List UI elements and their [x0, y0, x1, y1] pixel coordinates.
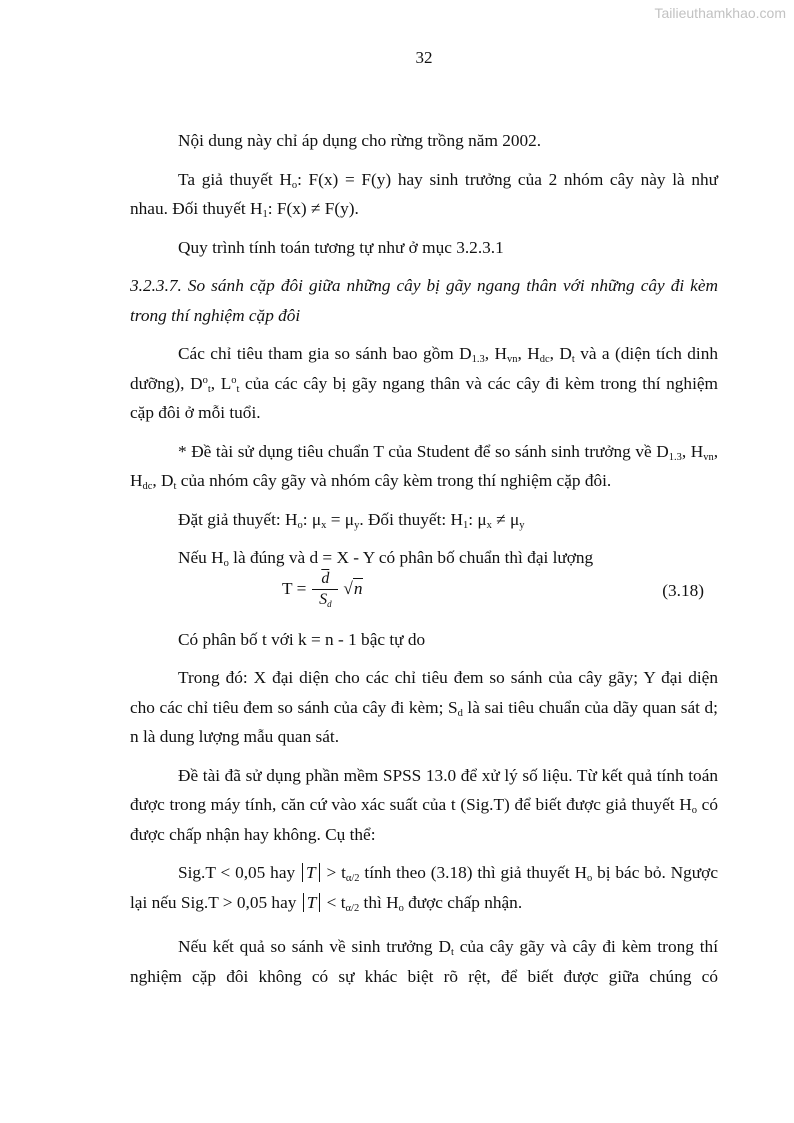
- paragraph-degrees-freedom: Có phân bố t với k = n - 1 bậc tự do: [178, 629, 426, 649]
- paragraph-student-test: * Đề tài sử dụng tiêu chuẩn T của Student để so sánh sinh trưởng về $D_{1.3}$, $H_{vn}$, $H_{dc}$, $D_t$ của nhóm cây gãy và nhóm cây kèm trong thí nghiệm cặp đôi.: [130, 441, 719, 492]
- section-heading: 3.2.3.7. So sánh cặp đôi giữa những cây bị gãy ngang thân với những cây đi kèm trong thí nghiệm cặp đôi: [130, 276, 718, 325]
- equation-numerator: $\overline{d}$: [321, 569, 330, 587]
- paragraph-normal-dist: Nếu $H_o$ là đúng và d = X - Y có phân bố chuẩn thì đại lượng: [178, 548, 594, 569]
- watermark: Tailieuthamkhao.com: [654, 5, 786, 21]
- paragraph-indicators: Các chỉ tiêu tham gia so sánh bao gồm $D_{1.3}$, $H_{vn}$, $H_{dc}$, $D_t$ và a (diện tích dinh dưỡng), $D^o_t$, $L^o_t$ của các cây bị gãy ngang thân và các cây đi kèm trong thí nghiệm cặp đôi ở mỗi tuổi.: [130, 344, 719, 422]
- paragraph-scope: Nội dung này chỉ áp dụng cho rừng trồng năm 2002.: [178, 131, 542, 150]
- equation-3-18: [130, 569, 718, 621]
- paragraph-decision-rule: Sig.T < 0,05 hay $T > t_{\alpha/2}$ tính theo (3.18) thì giả thuyết $H_o$ bị bác bỏ. Ngược lại nếu Sig.T > 0,05 hay $T < t_{\alpha/2}$ thì $H_o$ được chấp nhận.: [130, 863, 718, 914]
- document-body: [130, 126, 718, 1000]
- equation-denominator: $S_d$: [319, 590, 332, 609]
- paragraph-hypothesis: Ta giả thuyết $H_o$: F(x) = F(y) hay sinh trưởng của 2 nhóm cây này là như nhau. Đối thuyết $H_1$: F(x) ≠ F(y).: [130, 169, 718, 220]
- equation-fraction: [312, 569, 338, 610]
- page-number: 32: [415, 48, 433, 67]
- paragraph-comparison: Nếu kết quả so sánh về sinh trưởng $D_t$ của cây gãy và cây đi kèm trong thí nghiệm cặp đôi không có sự khác biệt rõ rệt, để biết được giữa chúng có: [130, 937, 718, 986]
- paragraph-set-hypothesis: Đặt giả thuyết: $H_o$: $\mu_x = \mu_y$. Đối thuyết: $H_1$: $\mu_x \ne \mu_y$: [178, 509, 525, 531]
- equation-number: (3.18): [662, 580, 704, 600]
- equation-lhs: T =: [282, 579, 307, 599]
- paragraph-procedure: Quy trình tính toán tương tự như ở mục 3.2.3.1: [178, 237, 504, 257]
- equation-sqrt: √n: [343, 579, 363, 599]
- paragraph-definitions: Trong đó: X đại diện cho các chỉ tiêu đem so sánh của cây gãy; Y đại diện cho các chỉ tiêu đem so sánh của cây đi kèm; $S_d$ là sai tiêu chuẩn của dãy quan sát d; n là dung lượng mẫu quan sát.: [130, 668, 718, 746]
- paragraph-spss: Đề tài đã sử dụng phần mềm SPSS 13.0 để xử lý số liệu. Từ kết quả tính toán được trong máy tính, căn cứ vào xác suất của t (Sig.T) để biết được giả thuyết $H_o$ có được chấp nhận hay không. Cụ thể:: [130, 765, 718, 844]
